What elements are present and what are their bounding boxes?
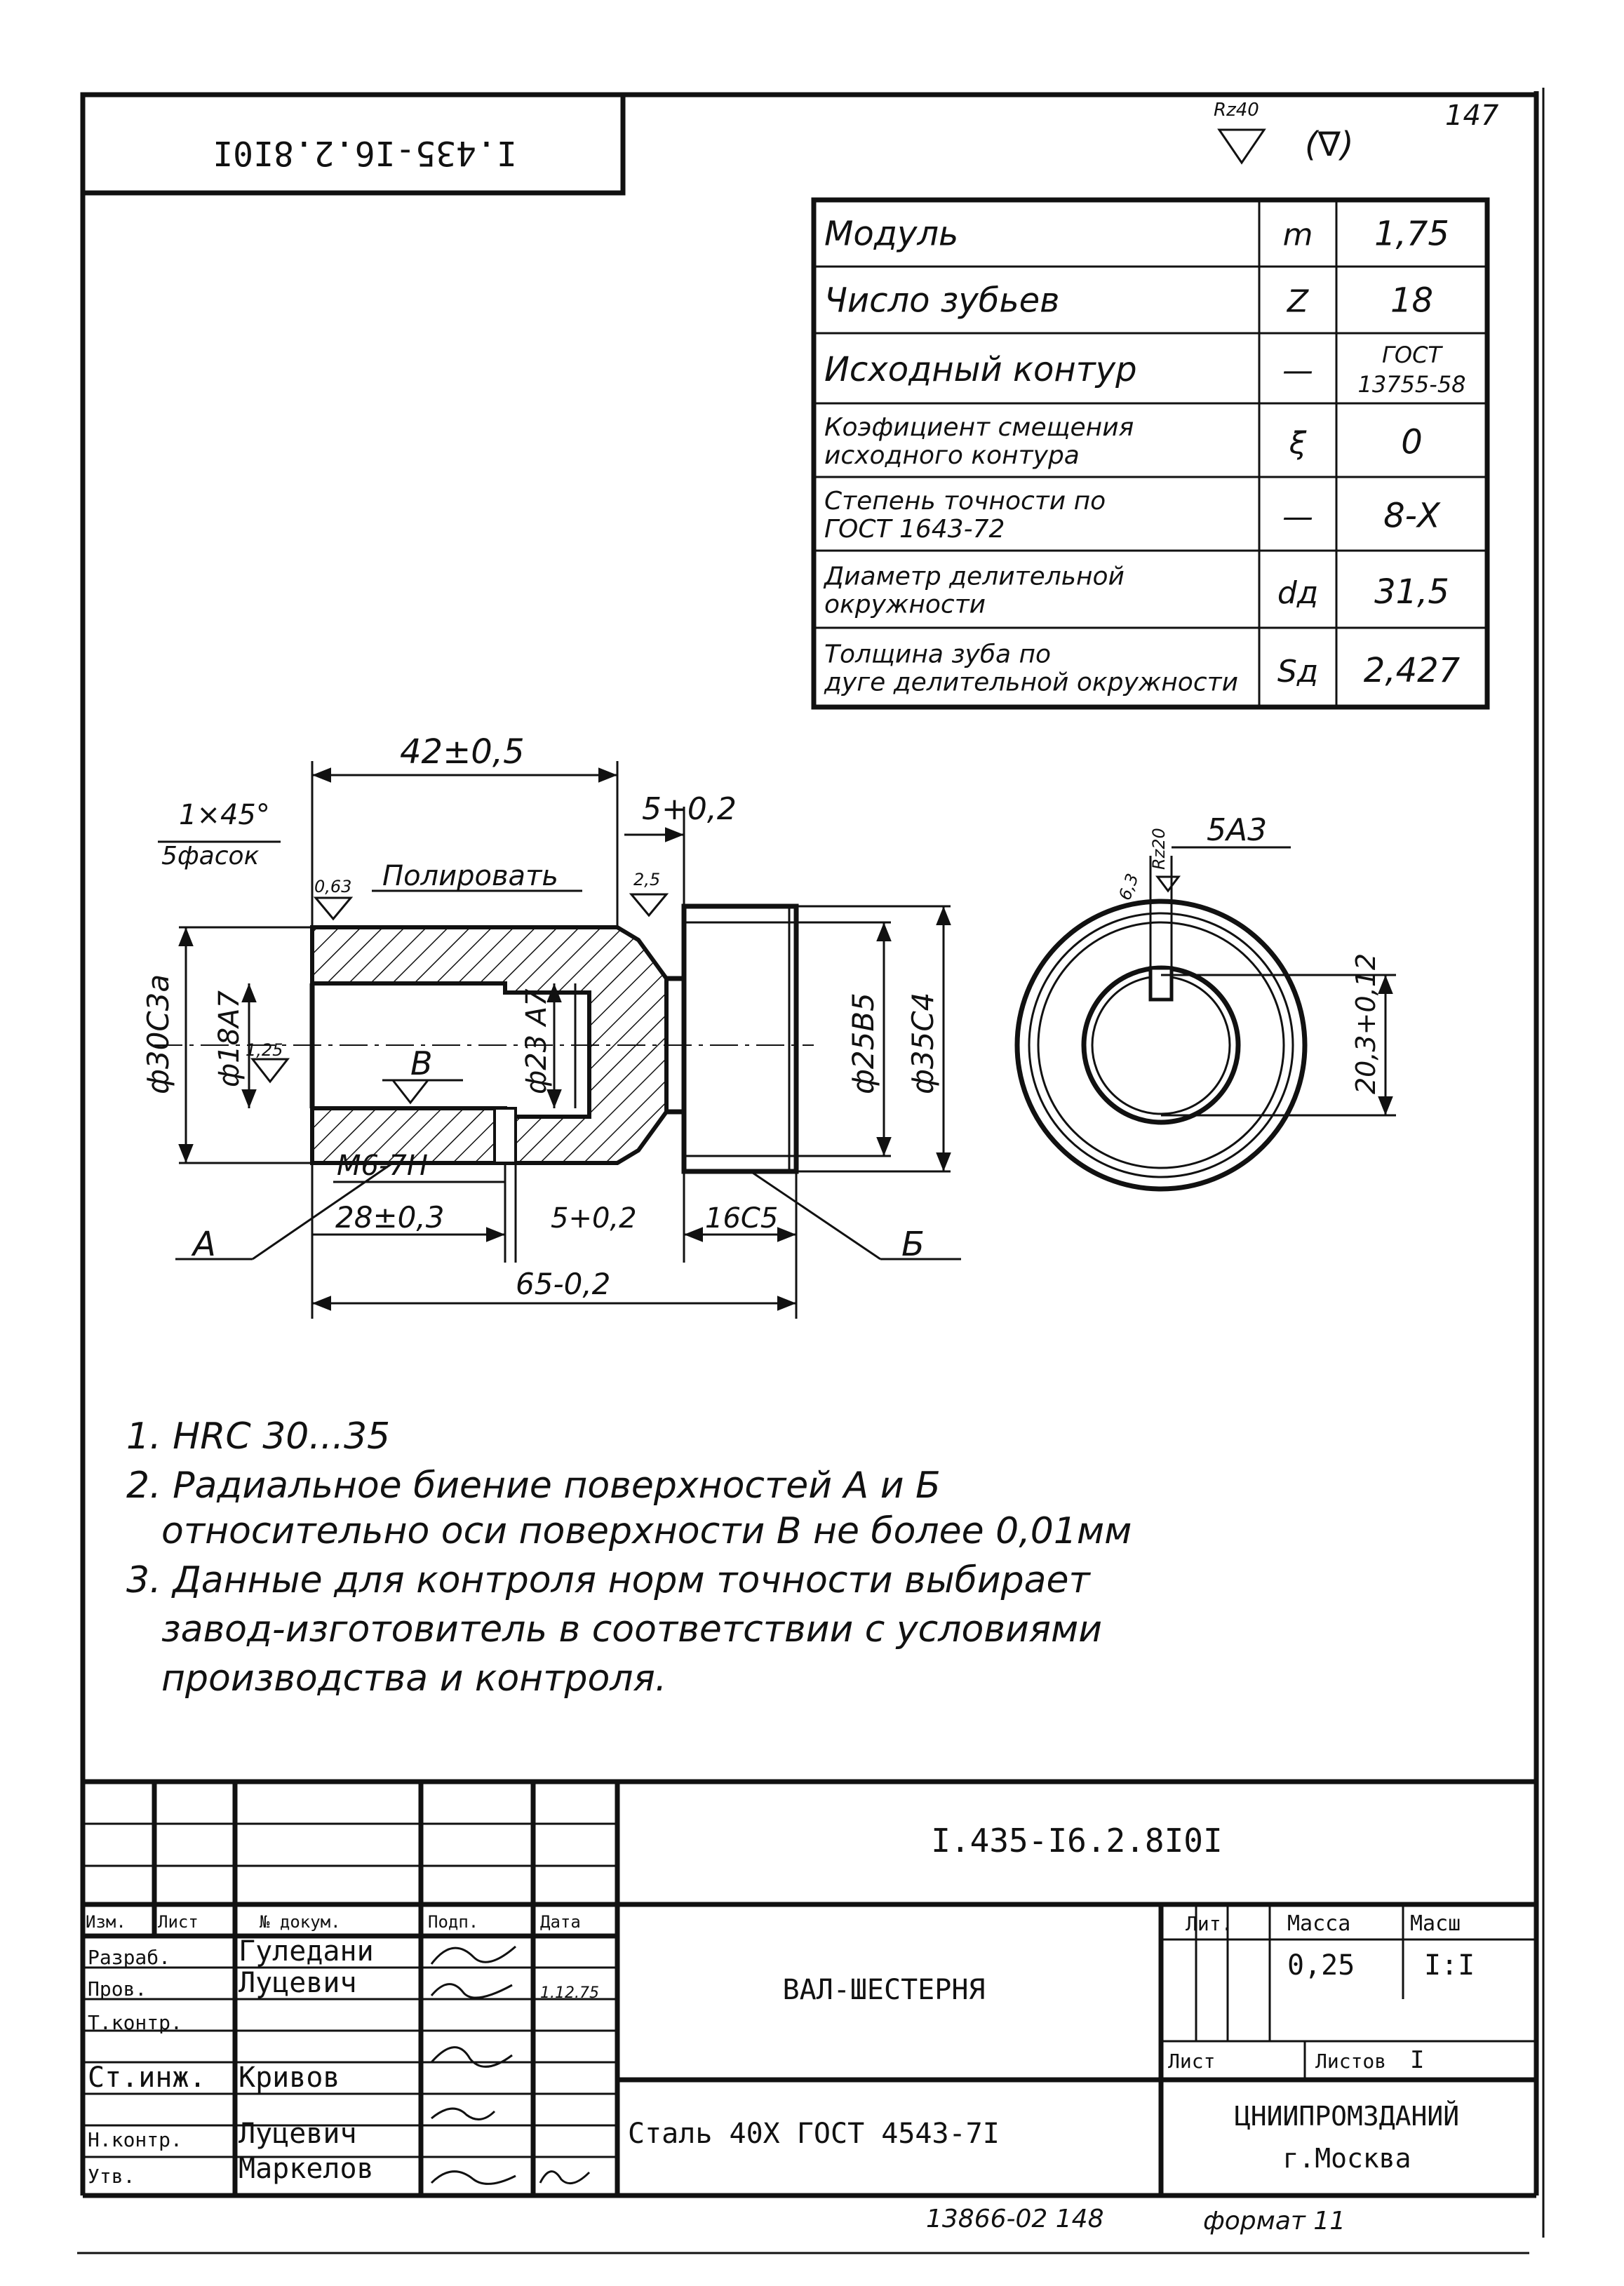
role-label: Пров. [88, 1977, 147, 2001]
note-line: завод-изготовитель в соответствии с условиями [161, 1608, 1103, 1650]
role-name: Луцевич [239, 2118, 357, 2150]
param-name: окружности [824, 590, 986, 619]
role-label: Утв. [88, 2165, 135, 2188]
param-name: Коэфициент смещения [824, 413, 1134, 443]
sheets-count: I [1410, 2046, 1425, 2074]
head-izm: Изм. [86, 1912, 126, 1932]
param-name: дуге делительной окружности [824, 668, 1238, 697]
roughness-main-label: Rz40 [1214, 100, 1259, 121]
end-roughness-2: 6,3 [1115, 870, 1143, 903]
head-list: Лист [158, 1912, 199, 1932]
param-name: Толщина зуба по [824, 640, 1052, 669]
note-line: относительно оси поверхности В не более 0,01мм [161, 1510, 1132, 1552]
surface-v-label: В [410, 1044, 433, 1082]
param-name: Степень точности по [824, 487, 1106, 516]
dim-28: 28±0,3 [335, 1200, 445, 1235]
role-label: Ст.инж. [88, 2062, 206, 2094]
param-value: 2,427 [1363, 650, 1461, 690]
dia-25: ф25В5 [846, 993, 880, 1094]
param-value: 1,75 [1374, 214, 1449, 254]
param-name: Число зубьев [824, 281, 1060, 321]
col-lit: Лит. [1186, 1912, 1233, 1935]
label-b: Б [901, 1225, 925, 1264]
dim-length-main: 42±0,5 [400, 732, 525, 772]
dia-23: ф23 А7 [521, 988, 553, 1094]
sheets-label: Листов [1315, 2050, 1387, 2073]
param-value: 18 [1390, 281, 1434, 321]
format-label: формат 11 [1203, 2207, 1346, 2235]
signature-scribbles [431, 1947, 589, 2184]
roughness-step: 2,5 [633, 870, 661, 889]
param-symbol: Z [1287, 283, 1309, 320]
param-name: Модуль [824, 214, 959, 254]
dim-65: 65-0,2 [516, 1267, 611, 1301]
head-date: Дата [540, 1912, 581, 1932]
roughness-main-icon [1219, 130, 1264, 163]
note-line: 1. HRC 30...35 [126, 1416, 391, 1458]
sheet-label: Лист [1168, 2050, 1216, 2073]
scale-value: I:I [1424, 1949, 1475, 1982]
param-symbol: m [1282, 217, 1313, 253]
roughness-paren-icon: (∇) [1305, 125, 1354, 164]
note-line: 2. Радиальное биение поверхностей А и Б [126, 1465, 941, 1507]
param-value: 31,5 [1374, 572, 1449, 612]
param-name: Диаметр делительной [824, 562, 1125, 591]
bottom-stamp: 13866-02 148 [926, 2205, 1104, 2233]
thread-callout: М6-7Н [337, 1150, 428, 1182]
org-line-1: ЦНИИПРОМЗДАНИЙ [1234, 2101, 1460, 2132]
param-name: Исходный контур [824, 350, 1137, 389]
polish-note: Полировать [382, 860, 558, 892]
param-symbol: — [1282, 353, 1313, 389]
note-line: производства и контроля. [161, 1658, 667, 1700]
roughness-inner: 1,25 [246, 1040, 283, 1060]
role-label: Разраб. [88, 1946, 171, 1969]
col-mass: Масса [1287, 1911, 1351, 1936]
mass-value: 0,25 [1287, 1949, 1355, 1982]
label-a: А [193, 1225, 216, 1264]
param-name: ГОСТ 1643-72 [824, 515, 1005, 544]
param-symbol: — [1282, 499, 1313, 535]
material: Сталь 40Х ГОСТ 4543-7I [628, 2118, 1000, 2150]
dia-35: ф35С4 [906, 992, 940, 1094]
role-name: Маркелов [239, 2153, 374, 2185]
dia-bore: ф18А7 [213, 990, 246, 1087]
keyway-size: 5А3 [1207, 812, 1268, 848]
roughness-bore: 0,63 [314, 877, 352, 896]
dim-16: 16С5 [705, 1202, 779, 1235]
dim-groove: 5+0,2 [642, 791, 737, 827]
head-sign: Подп. [428, 1912, 479, 1932]
note-line: 3. Данные для контроля норм точности выбирает [126, 1559, 1090, 1601]
dim-5b: 5+0,2 [551, 1202, 637, 1235]
param-value: ГОСТ [1382, 342, 1442, 368]
param-symbol: dд [1277, 574, 1319, 611]
role-label: Н.контр. [88, 2128, 182, 2151]
role-name: Луцевич [239, 1967, 357, 1999]
role-name: Гуледани [239, 1935, 374, 1968]
role-label: Т.контр. [88, 2011, 182, 2034]
param-symbol: ξ [1289, 425, 1307, 462]
param-value: 13755-58 [1357, 371, 1466, 398]
shaft-end-view [1017, 847, 1396, 1189]
end-roughness: Rz20 [1149, 828, 1169, 870]
param-symbol: Sд [1277, 653, 1319, 690]
role-name: Кривов [239, 2062, 340, 2094]
param-value: 8-Х [1383, 496, 1440, 536]
param-value: 0 [1401, 422, 1423, 462]
col-scale: Масш [1410, 1911, 1461, 1936]
top-left-stamp: I.435-I6.2.8I0I [213, 133, 517, 173]
org-line-2: г.Москва [1282, 2143, 1411, 2174]
date-prov: 1.12.75 [540, 1984, 599, 2002]
keyway-depth: 20,3+0,12 [1350, 953, 1381, 1094]
params-table [814, 200, 1487, 707]
dia-outer: ф30С3а [141, 974, 175, 1094]
chamfer-count: 5фасок [161, 842, 260, 870]
head-doc: № докум. [260, 1912, 341, 1932]
technical-notes [126, 1416, 1132, 1700]
param-name: исходного контура [824, 441, 1080, 471]
part-name: ВАЛ-ШЕСТЕРНЯ [782, 1974, 986, 2006]
doc-number: I.435-I6.2.8I0I [931, 1822, 1223, 1860]
chamfer-size: 1×45° [179, 799, 270, 831]
shaft-section-view [154, 906, 814, 1171]
sheet-number: 147 [1445, 100, 1499, 132]
dimension-labels [141, 732, 1381, 1301]
